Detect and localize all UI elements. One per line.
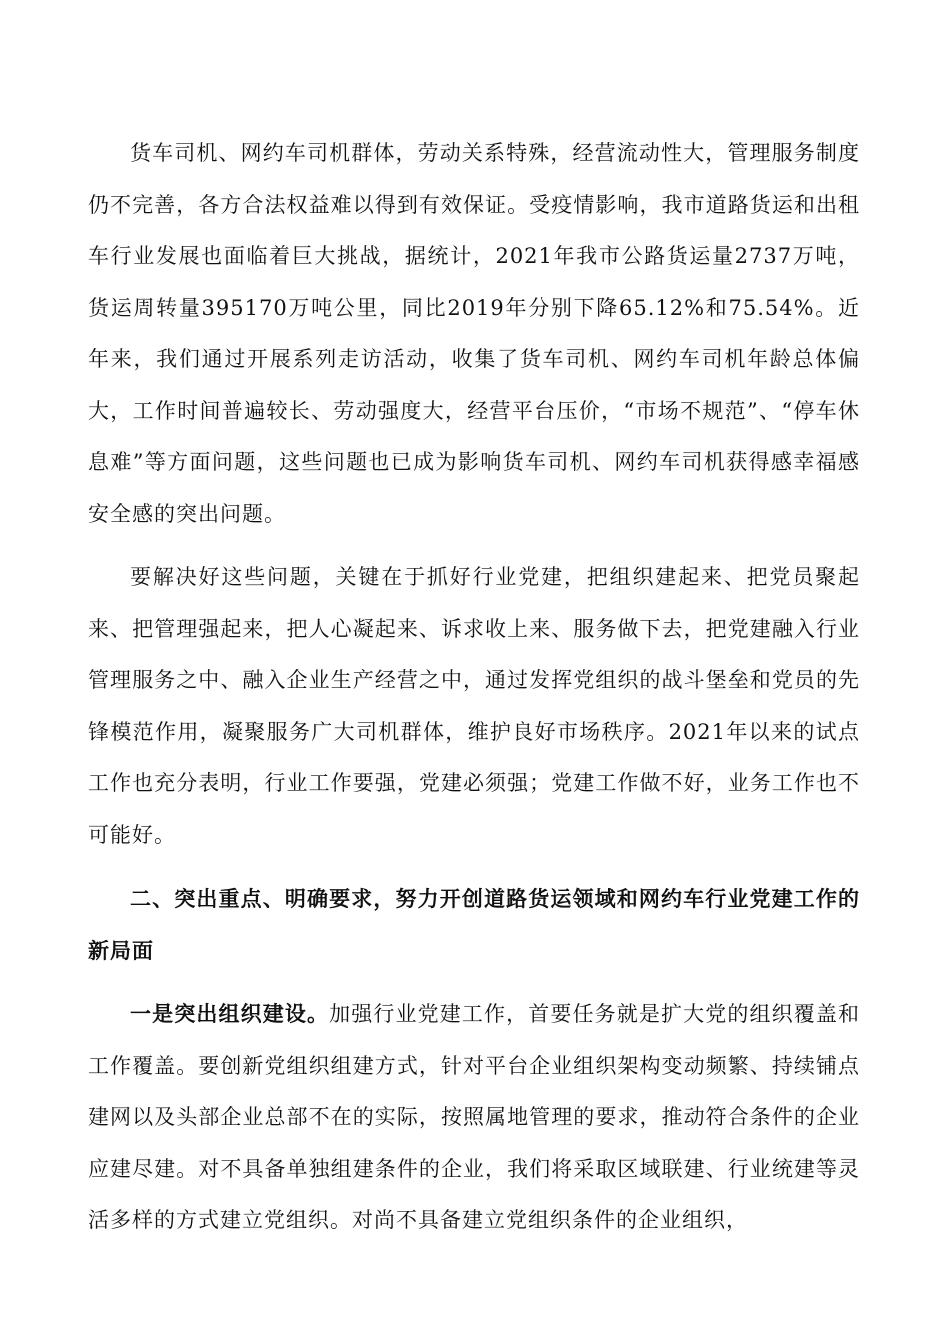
document-body [88, 128, 860, 1247]
paragraph-party-building: 要解决好这些问题，关键在于抓好行业党建，把组织建起来、把党员聚起来、把管理强起来，把人心凝起来、诉求收上来、服务做下去，把党建融入行业管理服务之中、融入企业生产经营之中，通过发挥党组织的战斗堡垒和党员的先锋模范作用，凝聚服务广大司机群体，维护良好市场秩序。2021年以来的试点工作也充分表明，行业工作要强，党建必须强；党建工作做不好，业务工作也不可能好。 [88, 565, 860, 847]
point-one-lead: 一是突出组织建设。 [130, 1001, 330, 1026]
paragraph-driver-issues: 货车司机、网约车司机群体，劳动关系特殊，经营流动性大，管理服务制度仍不完善，各方合法权益难以得到有效保证。受疫情影响，我市道路货运和出租车行业发展也面临着巨大挑战，据统计，2021年我市公路货运量2737万吨，货运周转量395170万吨公里，同比2019年分别下降65.12%和75.54%。近年来，我们通过开展系列走访活动，收集了货车司机、网约车司机年龄总体偏大，工作时间普遍较长、劳动强度大，经营平台压价，“市场不规范”、“停车休息难”等方面问题，这些问题也已成为影响货车司机、网约车司机获得感幸福感安全感的突出问题。 [88, 141, 860, 526]
paragraph-point-one [88, 988, 860, 1247]
section-heading: 二、突出重点、明确要求，努力开创道路货运领域和网约车行业党建工作的新局面 [88, 886, 860, 963]
point-one-text: 加强行业党建工作，首要任务就是扩大党的组织覆盖和工作覆盖。要创新党组织组建方式，针对平台企业组织架构变动频繁、持续铺点建网以及头部企业总部不在的实际，按照属地管理的要求，推动符合条件的企业应建尽建。对不具备单独组建条件的企业，我们将采取区域联建、行业统建等灵活多样的方式建立党组织。对尚不具备建立党组织条件的企业组织， [88, 1002, 860, 1232]
